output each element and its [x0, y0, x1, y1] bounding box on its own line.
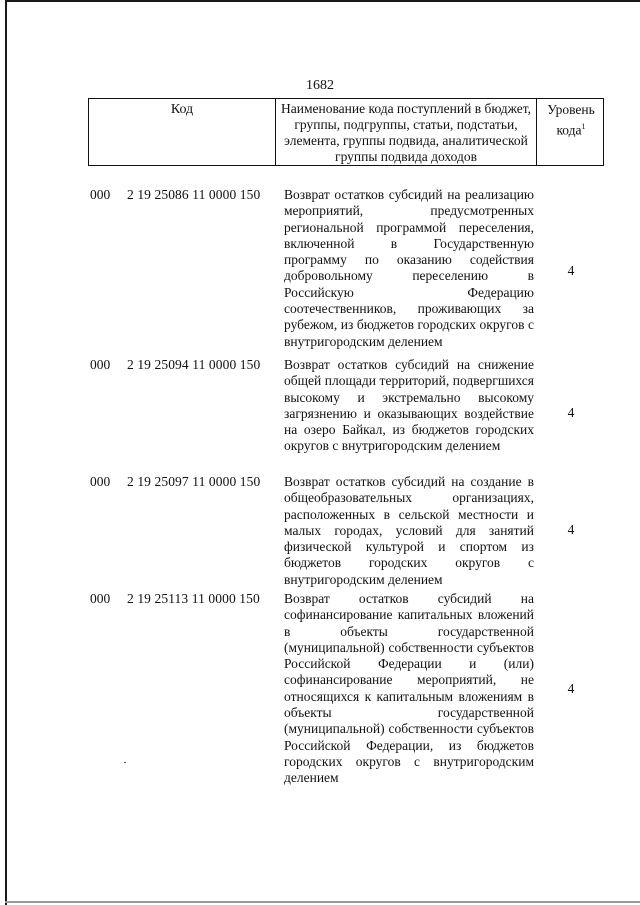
header-name-label: Наименование кода поступлений в бюджет, группы, подгруппы, статьи, подстатьи, элемента, группы подвида, аналитической группы подвида доходов [280, 101, 531, 164]
row-level: 4 [567, 681, 575, 696]
row-level: 4 [567, 522, 575, 537]
header-level-label [537, 99, 605, 139]
header-level-cell [537, 99, 605, 165]
row-prefix: 000 [90, 357, 111, 372]
table-header [88, 98, 604, 166]
scan-speck [124, 762, 126, 763]
row-prefix: 000 [90, 591, 111, 606]
row-code: 2 19 25094 11 0000 150 [127, 357, 261, 372]
page-border-top [5, 0, 640, 2]
header-code-cell [89, 99, 275, 165]
header-level-footnote-mark: 1 [581, 122, 586, 131]
row-code: 2 19 25097 11 0000 150 [127, 474, 261, 489]
row-code: 2 19 25113 11 0000 150 [127, 591, 260, 606]
row-level: 4 [567, 405, 575, 420]
header-name-cell [275, 99, 537, 165]
row-description: Возврат остатков субсидий на создание в общеобразовательных организациях, расположенных в сельской местности и малых городах, условий для занятий физической культурой и спортом из бюджетов городских округов с внутригородским делением [284, 474, 534, 587]
row-level: 4 [567, 263, 575, 278]
row-description: Возврат остатков субсидий на софинансирование капитальных вложений в объекты государственной (муниципальной) собственности субъектов Российской Федерации и (или) софинансирование мероприятий, не относящихся к капитальным вложениям в объекты государственной (муниципальной) собственности субъектов Российской Федерации, из бюджетов городских округов с внутригородским делением [284, 591, 534, 786]
page-number: 1682 [306, 78, 334, 93]
page-border-left [5, 0, 7, 905]
row-description: Возврат остатков субсидий на реализацию мероприятий, предусмотренных региональной программой переселения, включенной в Государственную программу по оказанию содействия добровольному переселению в Российскую Федерацию соотечественников, проживающих за рубежом, из бюджетов городских округов с внутригородским делением [284, 187, 534, 349]
header-code-label: Код [170, 102, 194, 117]
row-prefix: 000 [90, 474, 111, 489]
row-code: 2 19 25086 11 0000 150 [127, 187, 261, 202]
page-border-bottom [5, 901, 640, 903]
row-description: Возврат остатков субсидий на снижение общей площади территорий, подвергшихся высокому и экстремально высокому загрязнению и оказывающих воздействие на озеро Байкал, из бюджетов городских округов с внутригородским делением [284, 357, 534, 454]
row-prefix: 000 [90, 187, 111, 202]
header-level-text: Уровень кода [547, 102, 595, 138]
